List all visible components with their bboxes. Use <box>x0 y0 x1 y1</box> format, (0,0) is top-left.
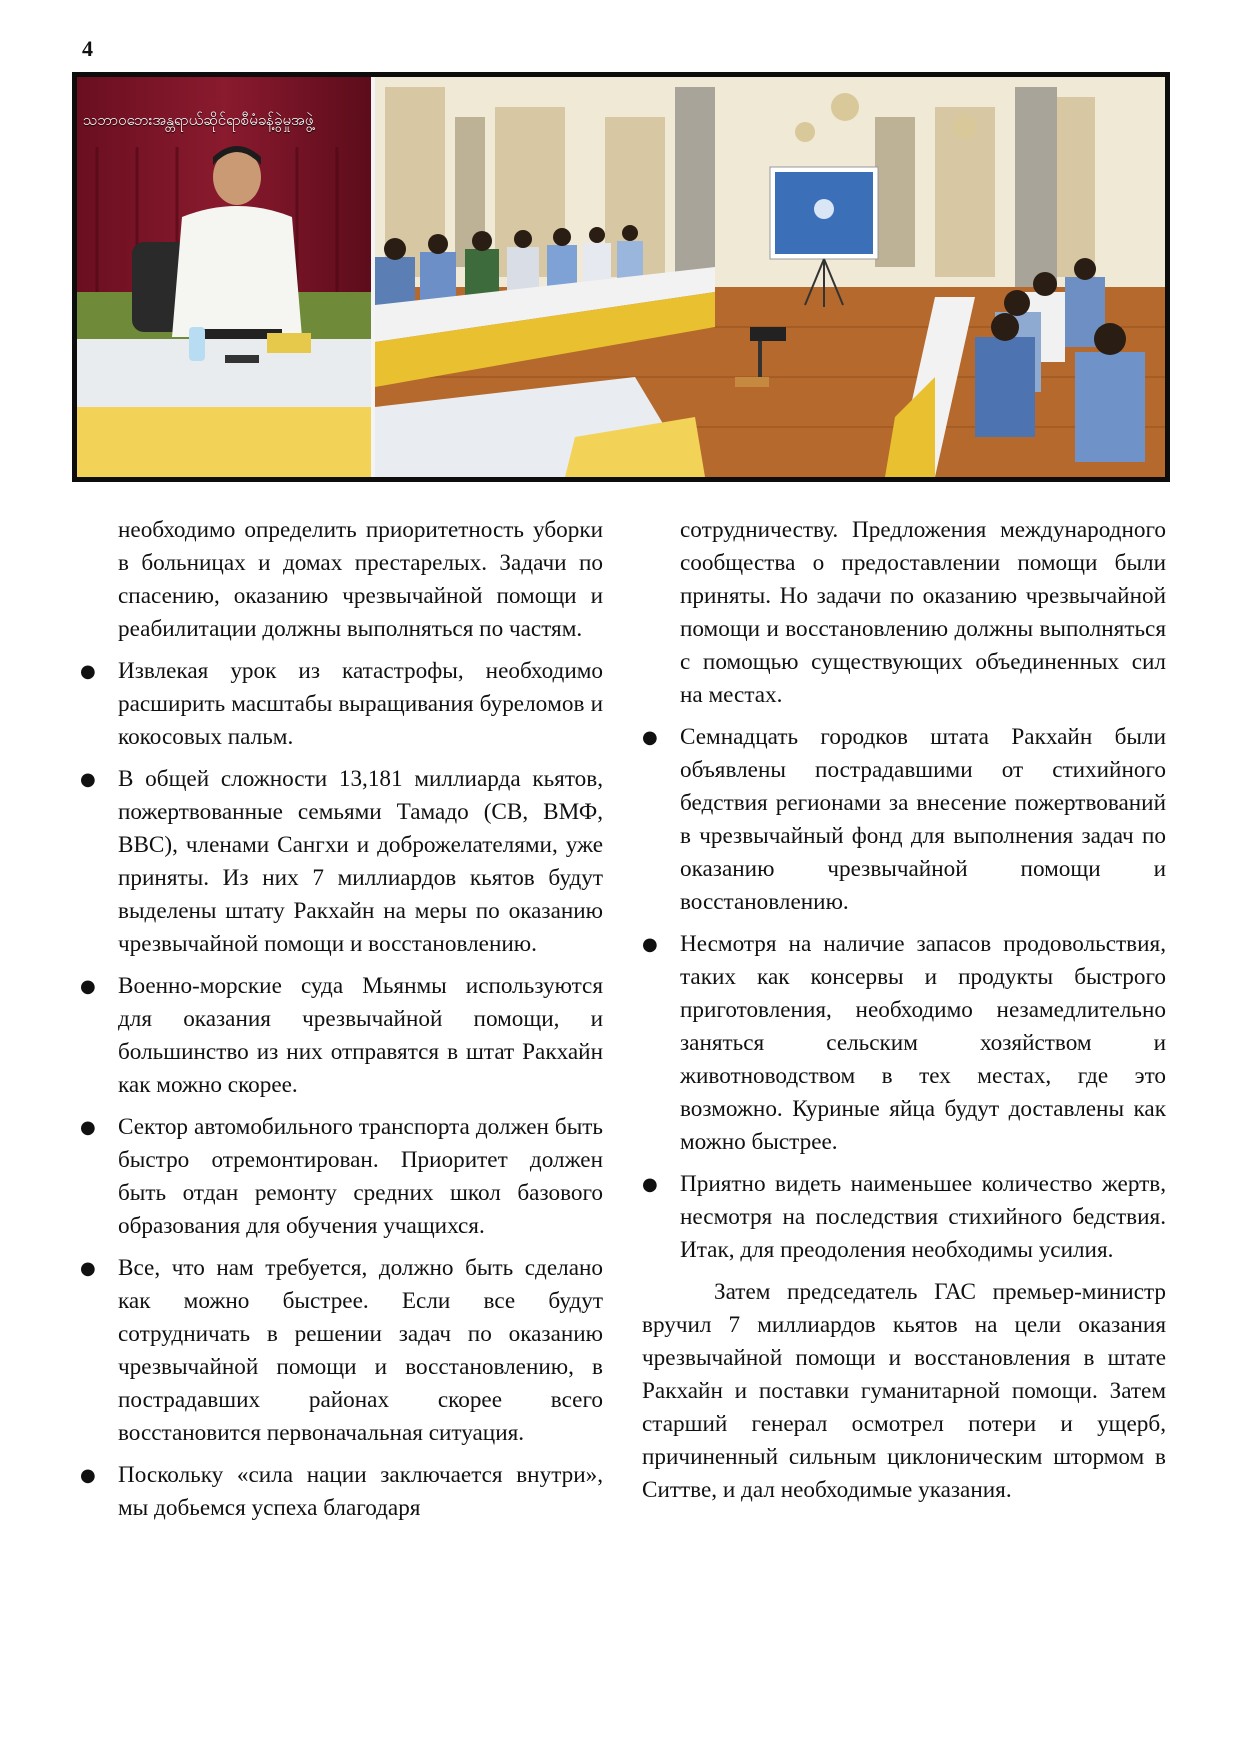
list-item-text: Извлекая урок из катастрофы, необходимо расширить масштабы выращивания бурелoмов и кокосовых пальм. <box>118 658 603 750</box>
meeting-photo <box>72 72 1170 482</box>
list-item <box>80 1252 603 1450</box>
bullet-icon: ● <box>80 661 96 682</box>
list-item <box>80 970 603 1102</box>
bullet-icon: ● <box>80 769 96 790</box>
photo-speaker-panel <box>77 77 371 477</box>
list-item-text: Семнадцать городков штата Ракхайн были объявлены пострадавшими от стихийного бедствия регионами за внесение пожертвований в чрезвычайный фонд для выполнения задач по оказанию чрезвычайной помощи и восстановлению. <box>680 724 1166 915</box>
page-number: 4 <box>82 36 93 61</box>
banner-sign-text: သဘာဝဘေးအန္တရာယ်ဆိုင်ရာစီမံခန့်ခွဲမှုအဖွဲ့ <box>83 111 314 129</box>
left-continuation-text: необходимо определить приоритетность уборки в больницах и домах престарелых. Задачи по спасению, оказанию чрезвычайной помощи и реабилитации должны выполняться по частям. <box>118 517 603 642</box>
closing-paragraph: Затем председатель ГАС премьер-министр вручил 7 миллиардов кьятов на цели оказания чрезвычайной помощи и восстановления в штате Ракхайн и поставки гуманитарной помощи. Затем старший генерал осмотрел потери и ущерб, причиненный сильным циклоническим штормом в Ситтве, и дал необходимые указания. <box>642 1279 1166 1503</box>
list-item-text: Несмотря на наличие запасов продовольствия, таких как консервы и продукты быстрого приготовления, необходимо незамедлительно заняться сельским хозяйством и животноводством в тех местах, где это возможно. Куриные яйца будут доставлены как можно быстрее. <box>680 931 1166 1155</box>
right-column <box>642 514 1166 1507</box>
left-column <box>80 514 603 1525</box>
left-bullet-list <box>80 655 603 1525</box>
right-continuation-text: сотрудничеству. Предложения международного сообщества о предоставлении помощи были приняты. Но задачи по оказанию чрезвычайной помощи и восстановлению должны выполняться с помощью существующих объединенных сил на местах. <box>680 517 1166 708</box>
list-item <box>80 655 603 754</box>
list-item <box>80 763 603 961</box>
bullet-icon: ● <box>642 934 658 955</box>
list-item-text: В общей сложности 13,181 миллиарда кьятов, пожертвованные семьями Тамадо (СВ, ВМФ, ВВС), членами Сангхи и доброжелателями, уже приняты. Из них 7 миллиардов кьятов будут выделены штату Ракхайн на меры по оказанию чрезвычайной помощи и восстановлению. <box>118 766 603 957</box>
speaker-illustration <box>77 77 371 477</box>
list-item <box>80 1111 603 1243</box>
list-item <box>80 1459 603 1525</box>
right-bullet-list <box>642 721 1166 1267</box>
bullet-icon: ● <box>642 727 658 748</box>
list-item-text: Поскольку «сила нации заключается внутри», мы добьемся успеха благодаря <box>118 1462 603 1521</box>
list-item-text: Приятно видеть наименьшее количество жертв, несмотря на последствия стихийного бедствия. Итак, для преодоления необходимы усилия. <box>680 1171 1166 1263</box>
bullet-icon: ● <box>642 1174 658 1195</box>
bullet-icon: ● <box>80 976 96 997</box>
list-item-text: Все, что нам требуется, должно быть сделано как можно быстрее. Если все будут сотрудничать в решении задач по оказанию чрезвычайной помощи и восстановлению, в пострадавших районах скорее всего восстановится первоначальная ситуация. <box>118 1255 603 1446</box>
list-item <box>642 1168 1166 1267</box>
bullet-icon: ● <box>80 1117 96 1138</box>
list-item-text: Сектор автомобильного транспорта должен быть быстро отремонтирован. Приоритет должен быть отдан ремонту средних школ базового образования для обучения учащихся. <box>118 1114 603 1239</box>
bullet-icon: ● <box>80 1465 96 1486</box>
photo-hall-panel <box>375 77 1165 477</box>
list-item <box>642 928 1166 1159</box>
list-item <box>642 721 1166 919</box>
bullet-icon: ● <box>80 1258 96 1279</box>
conference-hall-illustration <box>375 77 1165 477</box>
list-item-text: Военно-морские суда Мьянмы используются для оказания чрезвычайной помощи, и большинство из них отправятся в штат Ракхайн как можно скорее. <box>118 973 603 1098</box>
